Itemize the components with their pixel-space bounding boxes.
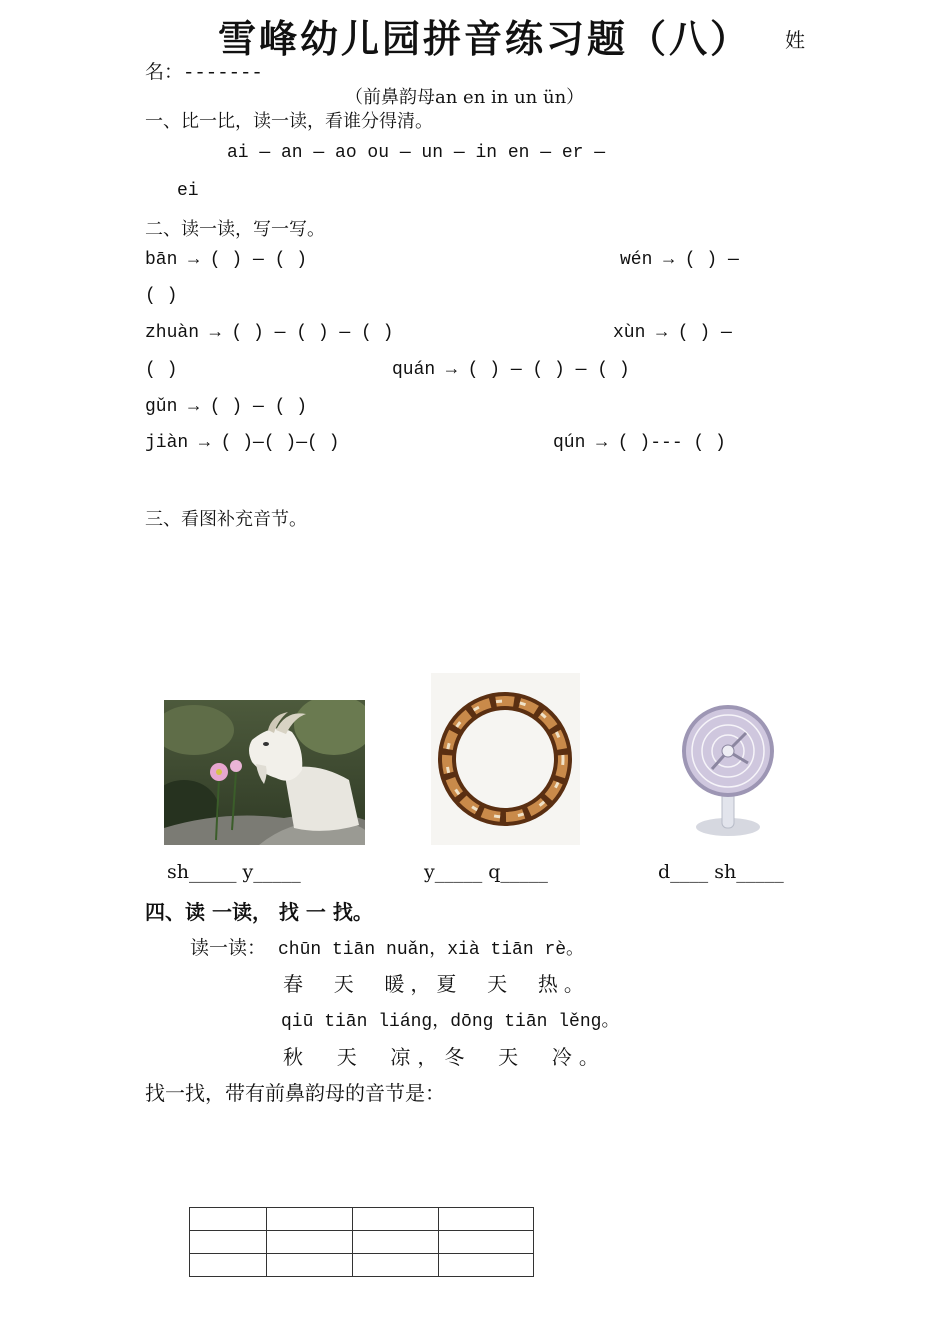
find-label: 找一找，带有前鼻韵母的音节是：: [145, 1081, 445, 1105]
table-row: [190, 1231, 534, 1254]
pinyin-line1: chūn tiān nuǎn，xià tiān rè。: [278, 940, 585, 960]
pinyin-line2: qiū tiān liáng，dōng tiān lěng。: [281, 1012, 620, 1032]
hanzi-line2: 秋 天 凉，冬 天 冷。: [283, 1045, 606, 1069]
section2-row2: ( ): [145, 286, 178, 306]
answer-cell[interactable]: [267, 1254, 353, 1277]
answer-cell[interactable]: [439, 1208, 534, 1231]
goat-picture: [164, 700, 365, 845]
section1-line1: ai — an — ao ou — un — in en — er —: [227, 143, 606, 163]
name-label-part1: 姓: [785, 28, 805, 52]
section2-row1-left: bān → ( ) — ( ): [145, 250, 308, 270]
picture3-blanks[interactable]: d____ sh_____: [658, 861, 784, 883]
answer-cell[interactable]: [267, 1208, 353, 1231]
answer-cell[interactable]: [353, 1231, 439, 1254]
section2-row6-left: jiàn → ( )—( )—( ): [145, 433, 340, 453]
section3-heading: 三、看图补充音节。: [145, 509, 307, 530]
section2-row4-left: ( ): [145, 360, 178, 380]
answer-cell[interactable]: [439, 1231, 534, 1254]
hanzi-line1: 春 天 暖，夏 天 热。: [283, 972, 590, 996]
fan-picture: [676, 693, 778, 839]
answer-cell[interactable]: [353, 1254, 439, 1277]
section1-heading: 一、比一比，读一读，看谁分得清。: [145, 111, 433, 132]
answer-cell[interactable]: [267, 1231, 353, 1254]
section2-heading: 二、读一读，写一写。: [145, 219, 325, 240]
section4-heading: 四、读 一读， 找 一 找。: [145, 900, 373, 924]
section2-row5: gǔn → ( ) — ( ): [145, 397, 308, 417]
read-label: 读一读：: [190, 937, 267, 959]
section2-row1-right: wén → ( ) —: [620, 250, 739, 270]
answer-cell[interactable]: [439, 1254, 534, 1277]
section2-row3-left: zhuàn → ( ) — ( ) — ( ): [145, 323, 394, 343]
bracelet-picture: [431, 673, 580, 845]
section2-row4-right: quán → ( ) — ( ) — ( ): [392, 360, 630, 380]
section1-line2: ei: [177, 181, 199, 201]
answer-table: [189, 1207, 534, 1277]
answer-cell[interactable]: [190, 1231, 267, 1254]
table-row: [190, 1254, 534, 1277]
table-row: [190, 1208, 534, 1231]
section2-row6-right: qún → ( )--- ( ): [553, 433, 726, 453]
page-title: 雪峰幼儿园拼音练习题（八）: [218, 16, 752, 61]
picture2-blanks[interactable]: y_____ q_____: [424, 861, 548, 883]
section2-row3-right: xùn → ( ) —: [613, 323, 732, 343]
answer-cell[interactable]: [190, 1254, 267, 1277]
answer-cell[interactable]: [353, 1208, 439, 1231]
picture1-blanks[interactable]: sh_____ y_____: [167, 861, 301, 883]
name-label-part2: 名：-------: [145, 62, 263, 84]
subtitle: （前鼻韵母an en in un ün）: [345, 87, 585, 108]
answer-cell[interactable]: [190, 1208, 267, 1231]
